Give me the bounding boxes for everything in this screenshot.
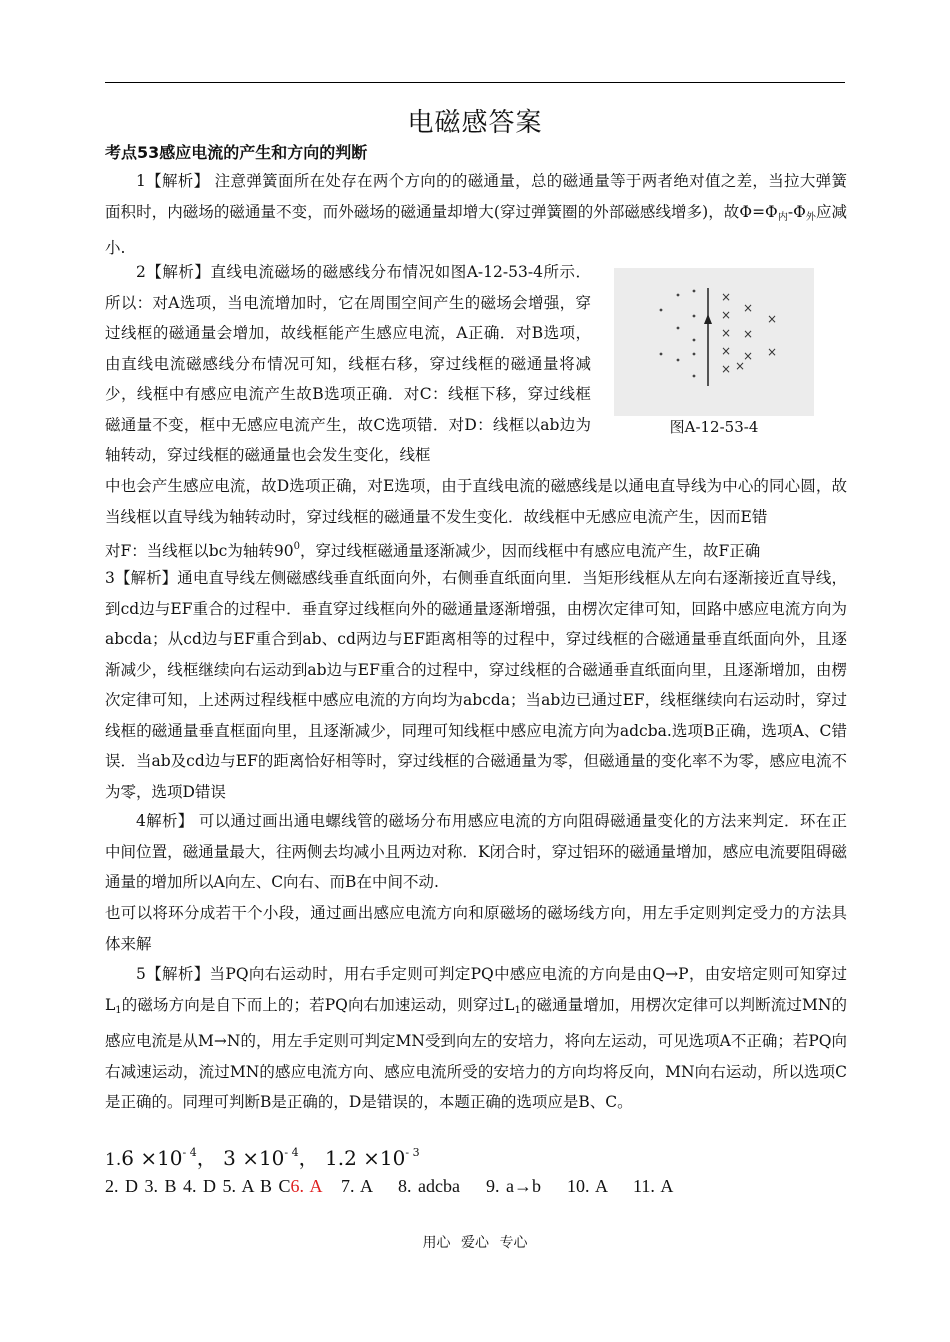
answer-1-paragraph: 1【解析】 注意弹簧面所在处存在两个方向的的磁通量，总的磁通量等于两者绝对值之差，当拉大弹簧面积时，内磁场的磁通量不变，而外磁场的磁通量却增大(穿过弹簧圈的外部磁感线增多)，故$\Phi=\Phi_内-\Phi_外$应减小. — [105, 172, 847, 257]
answer-3-paragraph: 3【解析】通电直导线左侧磁感线垂直纸面向外，右侧垂直纸面向里．当矩形线框从左向右逐渐接近直导线，到cd边与EF重合的过程中．垂直穿过线框向外的磁通量逐渐增强，由楞次定律可知，回路中感应电流方向为abcda；从cd边与EF重合到ab、cd两边与EF距离相等的过程中，穿过线框的合磁通量垂直纸面向外，且逐渐减少，线框继续向右运动到ab边与EF重合的过程中，穿过线框的合磁通垂直纸面向里，且逐渐增加，由楞次定律可知，上述两过程线框中感应电流的方向均为abcda；当ab边已通过EF，线框继续向右运动时，穿过线框的磁通量垂直框面向里，且逐渐减少，同理可知线框中感应电流方向为adcba.选项B正确，选项A、C错误．当ab及cd边与EF的距离恰好相等时，穿过线框的合磁通量为零，但磁通量的变化率不为零，感应电流不为零，选项D错误 — [105, 569, 847, 801]
answer-4-note: 也可以将环分成若干个小段，通过画出感应电流方向和原磁场的磁场线方向，用左手定则判定受力的方法具体来解 — [105, 904, 847, 953]
answers-line-1: $1.6 \times 10^{- 4}$， $3 \times 10^{- 4}$， $1.2 \times 10^{- 3}$ — [105, 1146, 420, 1170]
svg-text:×: × — [743, 301, 754, 315]
magnetic-field-figure — [614, 268, 814, 416]
answer-5-paragraph: 5【解析】当PQ向右运动时，用右手定则可判定PQ中感应电流的方向是由Q→P，由安培定则可知穿过$L_1$的磁场方向是自下而上的；若PQ向右加速运动，则穿过$L_1$的磁通量增加，用楞次定律可以判断流过MN的感应电流是从M→N的，用左手定则可判定MN受到向左的安培力，将向左运动，可见选项A不正确；若PQ向右减速运动，流过MN的感应电流方向、感应电流所受的安培力的方向均将反向，MN向右运动，所以选项C是正确的。同理可判断B是正确的，D是错误的，本题正确的选项应是B、C。 — [105, 965, 848, 1111]
answer-2-conclusion: 对F：当线框以bc为轴转$90^0$，穿过线框磁通量逐渐减少，因而线框中有感应电流产生，故F正确 — [105, 541, 761, 560]
svg-text:×: × — [721, 362, 732, 376]
page-title: 电磁感答案 — [407, 108, 543, 138]
svg-text:×: × — [743, 327, 754, 341]
page-footer: 用心 爱心 专心 — [422, 1235, 528, 1251]
svg-text:×: × — [721, 290, 732, 304]
answers-line-2: 2. D 3. B 4. D 5. A B C6. A 7. A 8. adcba 9. a→b 10. A 11. A — [105, 1176, 674, 1196]
section-heading: 考点53感应电流的产生和方向的判断 — [105, 143, 368, 162]
answer-4-paragraph: 4解析】 可以通过画出通电螺线管的磁场分布用感应电流的方向阻碍磁通量变化的方法来判定．环在正中间位置，磁通量最大，往两侧去均减小且两边对称．K闭合时，穿过铝环的磁通量增加，感应电流要阻碍磁通量的增加所以A向左、C向右、而B在中间不动. — [105, 812, 847, 891]
answer-2-paragraph: 2【解析】直线电流磁场的磁感线分布情况如图A-12-53-4所示．所以：对A选项，当电流增加时，它在周围空间产生的磁场会增强，穿过线框的磁通量会增加，故线框能产生感应电流，A正确．对B选项，由直线电流磁感线分布情况可知，线框右移，穿过线框的磁通量将减少，线框中有感应电流产生故B选项正确．对C：线框下移，穿过线框磁通量不变，框中无感应电流产生，故C选项错．对D：线框以ab边为轴转动，穿过线框的磁通量也会发生变化，线框 — [105, 263, 591, 464]
svg-text:×: × — [721, 308, 732, 322]
svg-text:×: × — [743, 349, 754, 363]
figure-caption: 图A-12-53-4 — [669, 418, 759, 436]
svg-text:×: × — [721, 344, 732, 358]
header-rule — [105, 82, 845, 83]
svg-text:×: × — [767, 312, 778, 326]
svg-text:×: × — [721, 326, 732, 340]
svg-text:×: × — [735, 359, 746, 373]
highlighted-answer: 6. A — [290, 1176, 322, 1196]
svg-text:×: × — [767, 345, 778, 359]
answer-2-continued: 中也会产生感应电流，故D选项正确，对E选项，由于直线电流的磁感线是以通电直导线为中心的同心圆，故当线框以直导线为轴转动时，穿过线框的磁通量不发生变化．故线框中无感应电流产生，因而E错 — [105, 477, 847, 526]
